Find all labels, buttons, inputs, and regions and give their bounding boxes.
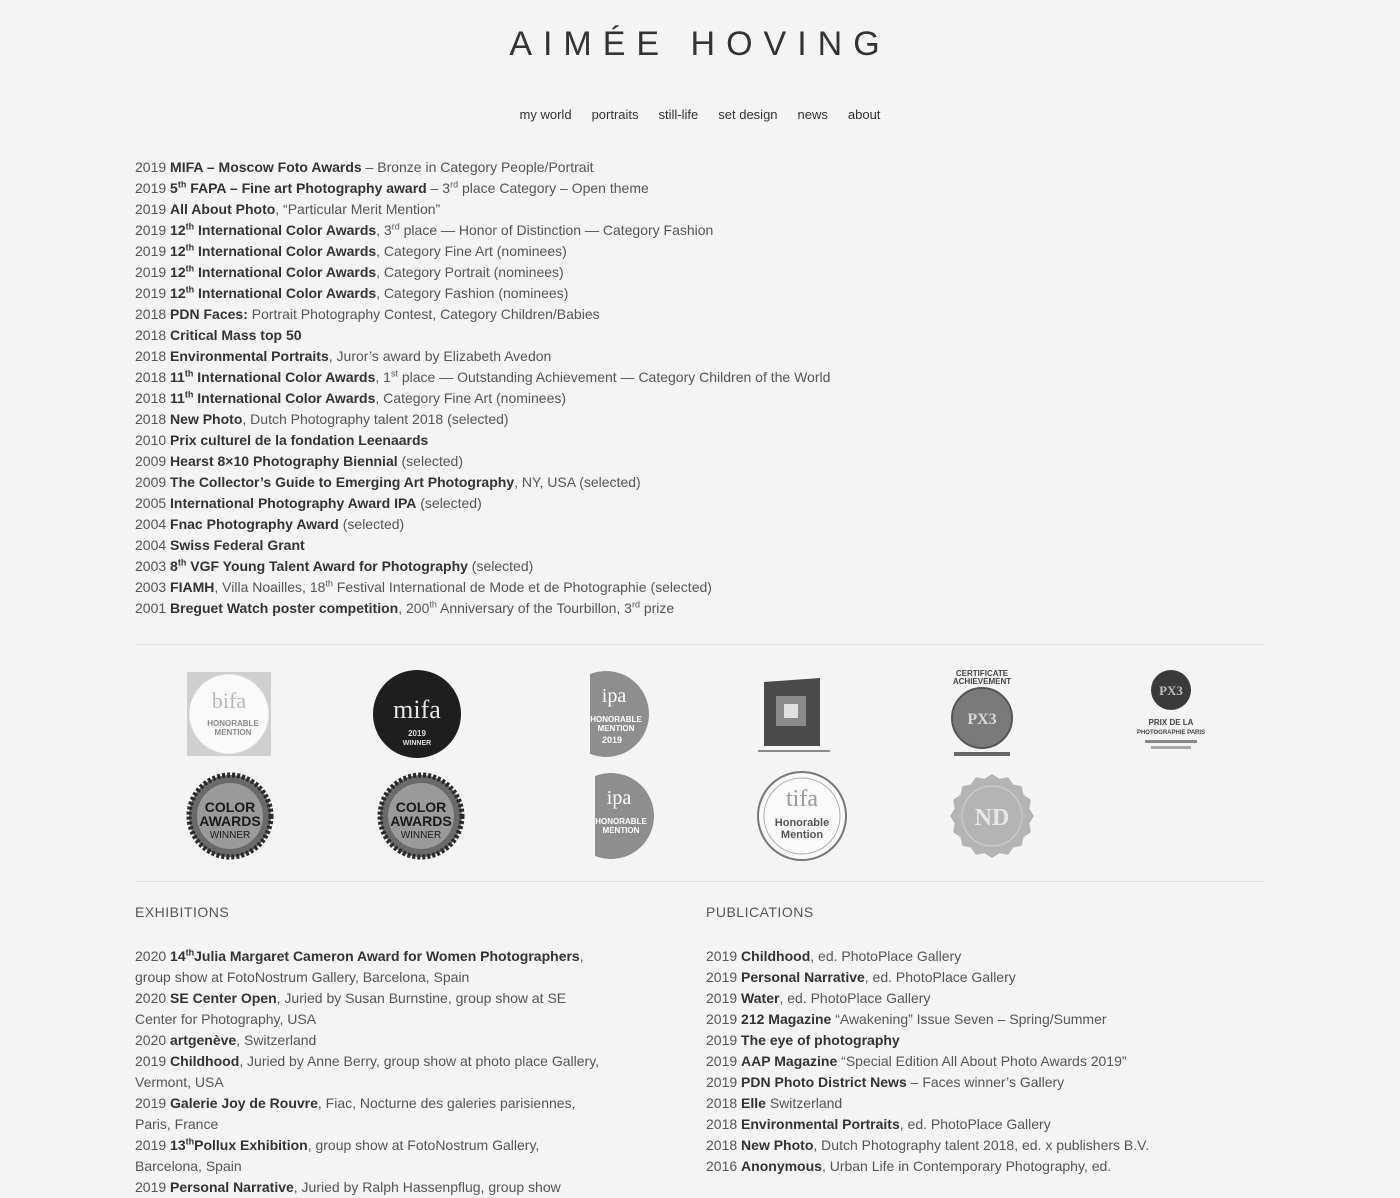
entry-title-text: 14 xyxy=(170,948,186,964)
ipa-honorable-mention-2019-badge-image xyxy=(558,666,654,762)
entry-title-text: 11 xyxy=(170,390,185,406)
mifa-2019-winner-badge-image xyxy=(369,666,465,762)
entry-year: 2019 xyxy=(706,948,738,964)
entry-title-text: International Color Awards xyxy=(194,264,377,280)
badge-text: HONORABLE xyxy=(590,715,642,724)
entry-detail: , group show at FotoNostrum Gallery, Barcelona, Spain xyxy=(135,948,584,985)
list-item xyxy=(135,946,605,988)
entry-title-text: Childhood xyxy=(170,1053,240,1069)
entry-title xyxy=(170,1053,239,1069)
entry-title xyxy=(741,990,779,1006)
entry-detail: , Urban Life in Contemporary Photography, ed. xyxy=(821,1158,1112,1174)
list-item xyxy=(135,241,1265,262)
list-item xyxy=(135,1051,605,1093)
entry-detail: , Category Fine Art (nominees) xyxy=(375,390,567,406)
entry-year: 2019 xyxy=(706,990,738,1006)
entry-title-text: International Color Awards xyxy=(194,222,377,238)
entry-detail: , Villa Noailles, 18 xyxy=(214,579,326,595)
ordinal-suffix: th xyxy=(185,263,195,274)
entry-title-text: Swiss Federal Grant xyxy=(170,537,305,553)
nav-portraits[interactable]: portraits xyxy=(591,107,639,122)
entry-title-text: VGF Young Talent Award for Photography xyxy=(186,558,468,574)
entry-title xyxy=(741,969,865,985)
divider xyxy=(135,644,1265,645)
entry-title xyxy=(170,390,375,406)
ipa-honorable-mention-badge-image xyxy=(563,768,659,864)
list-item xyxy=(135,598,1265,619)
px3-prix-photographie-paris-badge-image xyxy=(1123,666,1219,762)
awards-list xyxy=(135,157,1265,619)
list-item xyxy=(706,1009,1156,1030)
entry-title-text: PDN Faces: xyxy=(170,306,248,322)
entry-year: 2018 xyxy=(135,369,167,385)
entry-detail: Festival International de Mode et de Photographie (selected) xyxy=(332,579,712,595)
color-awards-winner-badge-1 xyxy=(135,766,326,866)
entry-year: 2019 xyxy=(706,1074,738,1090)
list-item xyxy=(135,157,1265,178)
entry-year: 2005 xyxy=(135,495,167,511)
entry-title xyxy=(170,264,376,280)
main-nav xyxy=(0,107,1400,122)
entry-title xyxy=(170,243,376,259)
entry-title xyxy=(170,600,398,616)
list-item xyxy=(135,535,1265,556)
list-item xyxy=(135,325,1265,346)
entry-detail: Switzerland xyxy=(765,1095,843,1111)
badge-text: CERTIFICATE xyxy=(956,669,1009,678)
entry-title xyxy=(170,222,376,238)
color-awards-winner-badge-2 xyxy=(326,766,517,866)
entry-detail: , 3 xyxy=(376,222,392,238)
nav-set-design[interactable]: set design xyxy=(718,107,778,122)
entry-title xyxy=(170,1095,318,1111)
entry-title-text: Prix culturel de la fondation Leenaards xyxy=(170,432,429,448)
entry-title xyxy=(741,948,810,964)
entry-detail: “Awakening” Issue Seven – Spring/Summer xyxy=(831,1011,1107,1027)
entry-year: 2020 xyxy=(135,948,167,964)
entry-title-text: 212 Magazine xyxy=(741,1011,832,1027)
entry-detail: Anniversary of the Tourbillon, 3 xyxy=(436,600,632,616)
entry-title xyxy=(170,369,375,385)
badge-text: Mention xyxy=(780,829,823,841)
entry-detail: (selected) xyxy=(397,453,463,469)
ordinal-suffix: rd xyxy=(631,599,640,610)
entry-detail: , NY, USA (selected) xyxy=(514,474,641,490)
badge-text: WINNER xyxy=(403,740,432,747)
list-item xyxy=(135,388,1265,409)
entry-detail: place — Outstanding Achievement — Category Children of the World xyxy=(397,369,831,385)
entry-year: 2019 xyxy=(135,222,167,238)
badge-text: PRIX DE LA xyxy=(1148,718,1194,727)
entry-year: 2019 xyxy=(135,264,167,280)
entry-title xyxy=(741,1032,900,1048)
entry-year: 2018 xyxy=(706,1095,738,1111)
entry-year: 2019 xyxy=(706,1053,738,1069)
entry-detail: , Fiac, Nocturne des galeries parisiennes, Paris, France xyxy=(135,1095,576,1132)
ipa-honorable-mention-badge xyxy=(516,766,707,866)
badge-text: MENTION xyxy=(597,724,635,733)
ordinal-suffix: th xyxy=(185,221,195,232)
list-item xyxy=(135,577,1265,598)
badge-text: PX3 xyxy=(1158,683,1183,698)
entry-title-text: Water xyxy=(741,990,780,1006)
list-item xyxy=(706,988,1156,1009)
entry-year: 2019 xyxy=(135,201,167,217)
badge-text: ipa xyxy=(607,787,632,809)
entry-detail: Portrait Photography Contest, Category Children/Babies xyxy=(247,306,600,322)
badge-text: tifa xyxy=(785,786,818,812)
entry-year: 2019 xyxy=(135,285,167,301)
divider xyxy=(135,881,1265,882)
square-photography-award-badge xyxy=(700,664,888,764)
list-item xyxy=(135,1093,605,1135)
entry-title-text: International Color Awards xyxy=(193,390,376,406)
entry-year: 2016 xyxy=(706,1158,738,1174)
list-item xyxy=(135,220,1265,241)
entry-title xyxy=(170,516,339,532)
entry-title xyxy=(170,453,398,469)
entry-detail: , Juried by Susan Burnstine, group show at SE Center for Photography, USA xyxy=(135,990,567,1027)
entry-detail: – Bronze in Category People/Portrait xyxy=(361,159,594,175)
entry-title-text: New Photo xyxy=(741,1137,814,1153)
entry-detail: place — Honor of Distinction — Category Fashion xyxy=(399,222,714,238)
list-item xyxy=(135,514,1265,535)
entry-title xyxy=(741,1158,822,1174)
entry-title-text: Galerie Joy de Rouvre xyxy=(170,1095,318,1111)
list-item xyxy=(135,367,1265,388)
ordinal-suffix: th xyxy=(177,557,187,568)
entry-title-text: FAPA – Fine art Photography award xyxy=(186,180,427,196)
entry-title xyxy=(170,558,468,574)
ordinal-suffix: th xyxy=(185,1136,195,1147)
entry-detail: , Juror’s award by Elizabeth Avedon xyxy=(328,348,552,364)
ordinal-suffix: th xyxy=(429,599,437,610)
entry-title xyxy=(170,537,305,553)
entry-detail: – 3 xyxy=(426,180,451,196)
color-awards-winner-badge-2-image xyxy=(373,768,469,864)
entry-title-text: 11 xyxy=(170,369,185,385)
entry-title-text: 12 xyxy=(170,264,186,280)
ordinal-suffix: th xyxy=(185,947,195,958)
entry-title xyxy=(170,1032,236,1048)
entry-title xyxy=(170,411,242,427)
badge-text: mifa xyxy=(393,695,442,724)
ordinal-suffix: th xyxy=(177,179,187,190)
entry-title-text: artgenève xyxy=(170,1032,237,1048)
entry-detail: , Category Fine Art (nominees) xyxy=(376,243,567,259)
entry-title-text: Environmental Portraits xyxy=(170,348,329,364)
entry-detail: , “Particular Merit Mention” xyxy=(275,201,441,217)
badge-text: Honorable xyxy=(774,817,829,829)
entry-detail: “Special Edition All About Photo Awards 2019” xyxy=(837,1053,1127,1069)
badge-text: HONORABLE xyxy=(595,817,648,826)
list-item xyxy=(135,1177,605,1198)
entry-title xyxy=(741,1053,837,1069)
list-item xyxy=(706,967,1156,988)
entry-year: 2010 xyxy=(135,432,167,448)
entry-detail: place Category – Open theme xyxy=(458,180,649,196)
entry-title-text: MIFA – Moscow Foto Awards xyxy=(170,159,362,175)
badge-row xyxy=(135,664,1265,764)
mifa-2019-winner-badge xyxy=(323,664,511,764)
entry-year: 2009 xyxy=(135,474,167,490)
exhibitions-list xyxy=(135,946,605,1198)
list-item xyxy=(706,1051,1156,1072)
award-badges xyxy=(135,664,1265,866)
badge-text: AWARDS xyxy=(390,813,452,829)
entry-year: 2019 xyxy=(706,1011,738,1027)
list-item xyxy=(135,409,1265,430)
entry-title xyxy=(170,432,428,448)
entry-year: 2009 xyxy=(135,453,167,469)
publications-heading: PUBLICATIONS xyxy=(706,904,814,920)
list-item xyxy=(135,1135,605,1177)
list-item xyxy=(135,178,1265,199)
entry-title-text: The Collector’s Guide to Emerging Art Photography xyxy=(170,474,515,490)
entry-detail: , 200 xyxy=(398,600,430,616)
entry-title-text: AAP Magazine xyxy=(741,1053,838,1069)
list-item xyxy=(135,988,605,1030)
entry-title-text: Environmental Portraits xyxy=(741,1116,900,1132)
entry-title xyxy=(741,1074,907,1090)
badge-text: PX3 xyxy=(967,711,998,728)
entry-title xyxy=(170,474,514,490)
ordinal-suffix: th xyxy=(185,284,195,295)
entry-title-text: SE Center Open xyxy=(170,990,277,1006)
entry-title-text: 8 xyxy=(170,558,178,574)
entry-title xyxy=(170,201,275,217)
entry-title-text: Elle xyxy=(741,1095,766,1111)
badge-text: 2019 xyxy=(408,729,427,738)
entry-title-text: Critical Mass top 50 xyxy=(170,327,302,343)
entry-title xyxy=(170,990,277,1006)
entry-year: 2019 xyxy=(706,969,738,985)
entry-title-text: Personal Narrative xyxy=(170,1179,294,1195)
px3-certificate-achievement-badge xyxy=(888,664,1076,764)
badge-text: HONORABLE xyxy=(207,719,259,728)
list-item xyxy=(706,1114,1156,1135)
entry-detail: prize xyxy=(639,600,675,616)
entry-title-text: 12 xyxy=(170,285,186,301)
entry-title-text: The eye of photography xyxy=(741,1032,900,1048)
entry-title-text: Childhood xyxy=(741,948,811,964)
badge-text: ACHIEVEMENT xyxy=(953,677,1012,686)
entry-title-text: Personal Narrative xyxy=(741,969,865,985)
entry-title xyxy=(170,1179,294,1195)
list-item xyxy=(135,556,1265,577)
entry-title xyxy=(170,948,580,964)
entry-detail: (selected) xyxy=(416,495,482,511)
publications-list xyxy=(706,946,1156,1177)
entry-title xyxy=(741,1011,831,1027)
tifa-honorable-mention-badge-image xyxy=(754,768,850,864)
entry-detail: , Switzerland xyxy=(236,1032,317,1048)
entry-title-text: Hearst 8×10 Photography Biennial xyxy=(170,453,398,469)
badge-text: bifa xyxy=(212,688,247,713)
list-item xyxy=(135,472,1265,493)
badge-text: WINNER xyxy=(400,830,442,841)
nd-awards-badge xyxy=(897,766,1088,866)
badge-row xyxy=(135,766,1265,866)
px3-certificate-achievement-badge-image xyxy=(934,666,1030,762)
ordinal-suffix: th xyxy=(184,389,194,400)
list-item xyxy=(135,304,1265,325)
nav-still-life[interactable]: still-life xyxy=(658,107,699,122)
entry-detail: , group show at FotoNostrum Gallery, Barcelona, Spain xyxy=(135,1137,540,1174)
entry-title-text: 12 xyxy=(170,222,186,238)
ordinal-suffix: rd xyxy=(391,221,400,232)
entry-year: 2018 xyxy=(706,1137,738,1153)
entry-title xyxy=(170,495,416,511)
entry-title-text: International Photography Award IPA xyxy=(170,495,417,511)
badge-text: WINNER xyxy=(209,830,251,841)
entry-year: 2003 xyxy=(135,579,167,595)
entry-title-text: Anonymous xyxy=(741,1158,822,1174)
entry-title xyxy=(741,1116,900,1132)
badge-text: PHOTOGRAPHIE PARIS xyxy=(1136,730,1205,736)
entry-detail: , Category Portrait (nominees) xyxy=(376,264,564,280)
list-item xyxy=(135,346,1265,367)
entry-year: 2019 xyxy=(135,1179,167,1195)
entry-year: 2018 xyxy=(135,348,167,364)
entry-year: 2018 xyxy=(135,411,167,427)
badge-text: ipa xyxy=(601,685,627,707)
entry-title xyxy=(170,285,376,301)
entry-year: 2020 xyxy=(135,1032,167,1048)
entry-title xyxy=(170,159,362,175)
entry-detail: , Juried by Ralph Hassenpflug, group show xyxy=(293,1179,561,1195)
list-item xyxy=(706,1093,1156,1114)
entry-title xyxy=(170,180,427,196)
entry-detail: , Dutch Photography talent 2018 (selected) xyxy=(242,411,509,427)
entry-title xyxy=(170,306,248,322)
list-item xyxy=(135,451,1265,472)
entry-detail: , Dutch Photography talent 2018, ed. x publishers B.V. xyxy=(813,1137,1150,1153)
entry-year: 2019 xyxy=(135,243,167,259)
entry-year: 2018 xyxy=(706,1116,738,1132)
entry-year: 2018 xyxy=(135,306,167,322)
entry-title-text: International Color Awards xyxy=(194,243,377,259)
entry-title-text: Breguet Watch poster competition xyxy=(170,600,399,616)
tifa-honorable-mention-badge xyxy=(707,766,898,866)
badge-text: MENTION xyxy=(602,826,640,835)
entry-detail: , Juried by Anne Berry, group show at photo place Gallery, Vermont, USA xyxy=(135,1053,600,1090)
entry-detail: , ed. PhotoPlace Gallery xyxy=(864,969,1016,985)
entry-title xyxy=(741,1137,813,1153)
ordinal-suffix: st xyxy=(390,368,398,379)
entry-year: 2003 xyxy=(135,558,167,574)
entry-title xyxy=(170,348,329,364)
entry-year: 2019 xyxy=(706,1032,738,1048)
entry-title-text: All About Photo xyxy=(170,201,276,217)
entry-detail: , ed. PhotoPlace Gallery xyxy=(810,948,962,964)
nav-my-world[interactable]: my world xyxy=(519,107,572,122)
ordinal-suffix: th xyxy=(185,242,195,253)
bifa-honorable-mention-badge-image xyxy=(181,666,277,762)
entry-title-text: Fnac Photography Award xyxy=(170,516,339,532)
entry-title-text: New Photo xyxy=(170,411,243,427)
badge-text: 2019 xyxy=(601,735,622,745)
list-item xyxy=(706,946,1156,967)
list-item xyxy=(135,430,1265,451)
entry-year: 2019 xyxy=(135,1053,167,1069)
entry-title-text: International Color Awards xyxy=(194,285,377,301)
entry-title xyxy=(170,327,302,343)
entry-title xyxy=(170,1137,308,1153)
entry-year: 2020 xyxy=(135,990,167,1006)
list-item xyxy=(135,1030,605,1051)
entry-title-text: 13 xyxy=(170,1137,186,1153)
entry-title-text: International Color Awards xyxy=(193,369,376,385)
list-item xyxy=(706,1135,1156,1156)
badge-text: MENTION xyxy=(214,728,252,737)
entry-detail: , ed. PhotoPlace Gallery xyxy=(899,1116,1051,1132)
entry-year: 2004 xyxy=(135,516,167,532)
list-item xyxy=(706,1072,1156,1093)
list-item xyxy=(706,1156,1156,1177)
list-item xyxy=(135,283,1265,304)
entry-title xyxy=(741,1095,766,1111)
entry-title xyxy=(170,579,214,595)
entry-year: 2018 xyxy=(135,390,167,406)
entry-detail: , ed. PhotoPlace Gallery xyxy=(779,990,931,1006)
entry-title-text: 12 xyxy=(170,243,186,259)
list-item xyxy=(706,1030,1156,1051)
nd-awards-badge-image xyxy=(944,768,1040,864)
list-item xyxy=(135,493,1265,514)
entry-year: 2019 xyxy=(135,159,167,175)
entry-detail: (selected) xyxy=(338,516,405,532)
entry-title-text: PDN Photo District News xyxy=(741,1074,907,1090)
ordinal-suffix: rd xyxy=(450,179,459,190)
px3-prix-photographie-paris-badge xyxy=(1077,664,1265,764)
entry-title-text: 5 xyxy=(170,180,178,196)
entry-title-text: Pollux Exhibition xyxy=(194,1137,308,1153)
entry-year: 2018 xyxy=(135,327,167,343)
entry-detail: (selected) xyxy=(467,558,534,574)
entry-detail: – Faces winner’s Gallery xyxy=(906,1074,1065,1090)
nav-news[interactable]: news xyxy=(797,107,828,122)
badge-text: COLOR xyxy=(395,799,447,815)
ordinal-suffix: th xyxy=(184,368,194,379)
exhibitions-heading: EXHIBITIONS xyxy=(135,904,230,920)
entry-title-text: FIAMH xyxy=(170,579,215,595)
site-title[interactable]: AIMÉE HOVING xyxy=(509,25,891,63)
ordinal-suffix: th xyxy=(325,578,333,589)
entry-year: 2004 xyxy=(135,537,167,553)
entry-year: 2019 xyxy=(135,180,167,196)
bifa-honorable-mention-badge xyxy=(135,664,323,764)
entry-title-text: Julia Margaret Cameron Award for Women Photographers xyxy=(194,948,580,964)
color-awards-winner-badge-1-image xyxy=(182,768,278,864)
nav-about[interactable]: about xyxy=(847,107,881,122)
entry-detail: , 1 xyxy=(375,369,391,385)
entry-year: 2001 xyxy=(135,600,167,616)
badge-text: ND xyxy=(974,805,1010,831)
ipa-honorable-mention-2019-badge xyxy=(512,664,700,764)
entry-year: 2019 xyxy=(135,1137,167,1153)
entry-year: 2019 xyxy=(135,1095,167,1111)
entry-detail: , Category Fashion (nominees) xyxy=(376,285,569,301)
badge-text: COLOR xyxy=(204,799,256,815)
square-photography-award-badge-image xyxy=(746,666,842,762)
badge-text: AWARDS xyxy=(199,813,261,829)
list-item xyxy=(135,199,1265,220)
list-item xyxy=(135,262,1265,283)
